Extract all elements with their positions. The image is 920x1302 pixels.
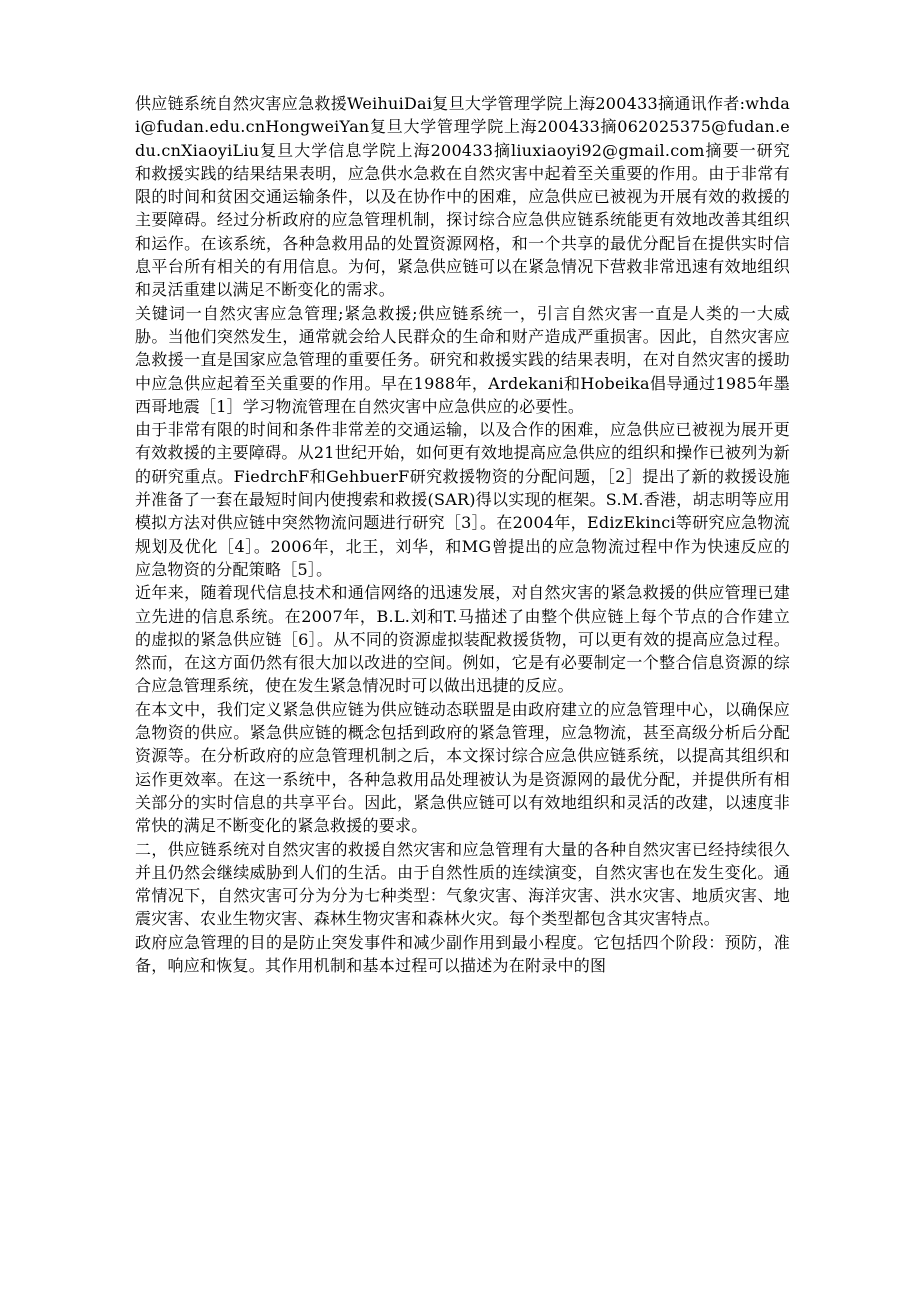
paragraph-emergency-supply-chain-definition: 在本文中，我们定义紧急供应链为供应链动态联盟是由政府建立的应急管理中心，以确保应急物资的供应。紧急供应链的概念包括到政府的紧急管理，应急物流，甚至高级分析后分配资源等。在分析政府的应急管理机制之后，本文探讨综合应急供应链系统，以提高其组织和运作更效率。在这一系统中，各种急救用品处理被认为是资源网的最优分配，并提供所有相关部分的实时信息的共享平台。因此，紧急供应链可以有效地组织和灵活的改建，以速度非常快的满足不断变化的紧急救援的要求。 (135, 699, 790, 836)
paragraph-government-emergency-management: 政府应急管理的目的是防止突发事件和减少副作用到最小程度。它包括四个阶段：预防，准备，响应和恢复。其作用机制和基本过程可以描述为在附录中的图 (135, 932, 790, 975)
paragraph-keywords-introduction: 关键词一自然灾害应急管理;紧急救援;供应链系统一，引言自然灾害一直是人类的一大威胁。当他们突然发生，通常就会给人民群众的生命和财产造成严重损害。因此，自然灾害应急救援一直是国家应急管理的重要任务。研究和救援实践的结果表明，在对自然灾害的援助中应急供应起着至关重要的作用。早在1988年，Ardekani和Hobeika倡导通过1985年墨西哥地震［1］学习物流管理在自然灾害中应急供应的必要性。 (135, 303, 790, 416)
paragraph-title-abstract: 供应链系统自然灾害应急救援WeihuiDai复旦大学管理学院上海200433摘通讯作者:whdai@fudan.edu.cnHongweiYan复旦大学管理学院上海200433摘062025375@fudan.edu.cnXiaoyiLiu复旦大学信息学院上海200433摘liuxiaoyi92@gmail.com摘要一研究和救援实践的结果结果表明，应急供水急救在自然灾害中起着至关重要的作用。由于非常有限的时间和贫困交通运输条件，以及在协作中的困难，应急供应已被视为开展有效的救援的主要障碍。经过分析政府的应急管理机制，探讨综合应急供应链系统能更有效地改善其组织和运作。在该系统，各种急救用品的处置资源网格，和一个共享的最优分配旨在提供实时信息平台所有相关的有用信息。为何，紧急供应链可以在紧急情况下营救非常迅速有效地组织和灵活重建以满足不断变化的需求。 (135, 94, 790, 300)
document-body (135, 92, 790, 977)
paragraph-section-two-natural-disasters: 二，供应链系统对自然灾害的救援自然灾害和应急管理有大量的各种自然灾害已经持续很久并且仍然会继续威胁到人们的生活。由于自然性质的连续演变，自然灾害也在发生变化。通常情况下，自然灾害可分为分为七种类型：气象灾害、海洋灾害、洪水灾害、地质灾害、地震灾害、农业生物灾害、森林生物灾害和森林火灾。每个类型都包含其灾害特点。 (135, 839, 790, 929)
paragraph-information-systems: 近年来，随着现代信息技术和通信网络的迅速发展，对自然灾害的紧急救援的供应管理已建立先进的信息系统。在2007年，B.L.刘和T.马描述了由整个供应链上每个节点的合作建立的虚拟的紧急供应链［6］。从不同的资源虚拟装配救援货物，可以更有效的提高应急过程。然而，在这方面仍然有很大加以改进的空间。例如，它是有必要制定一个整合信息资源的综合应急管理系统，使在发生紧急情况时可以做出迅捷的反应。 (135, 583, 790, 696)
paragraph-related-work: 由于非常有限的时间和条件非常差的交通运输，以及合作的困难，应急供应已被视为展开更有效救援的主要障碍。从21世纪开始，如何更有效地提高应急供应的组织和操作已被列为新的研究重点。FiedrchF和GehbuerF研究救援物资的分配问题，［2］提出了新的救援设施并准备了一套在最短时间内使搜索和救援(SAR)得以实现的框架。S.M.香港，胡志明等应用模拟方法对供应链中突然物流问题进行研究［3］。在2004年，EdizEkinci等研究应急物流规划及优化［4］。2006年，北王，刘华，和MG曾提出的应急物流过程中作为快速反应的应急物资的分配策略［5］。 (135, 420, 790, 579)
